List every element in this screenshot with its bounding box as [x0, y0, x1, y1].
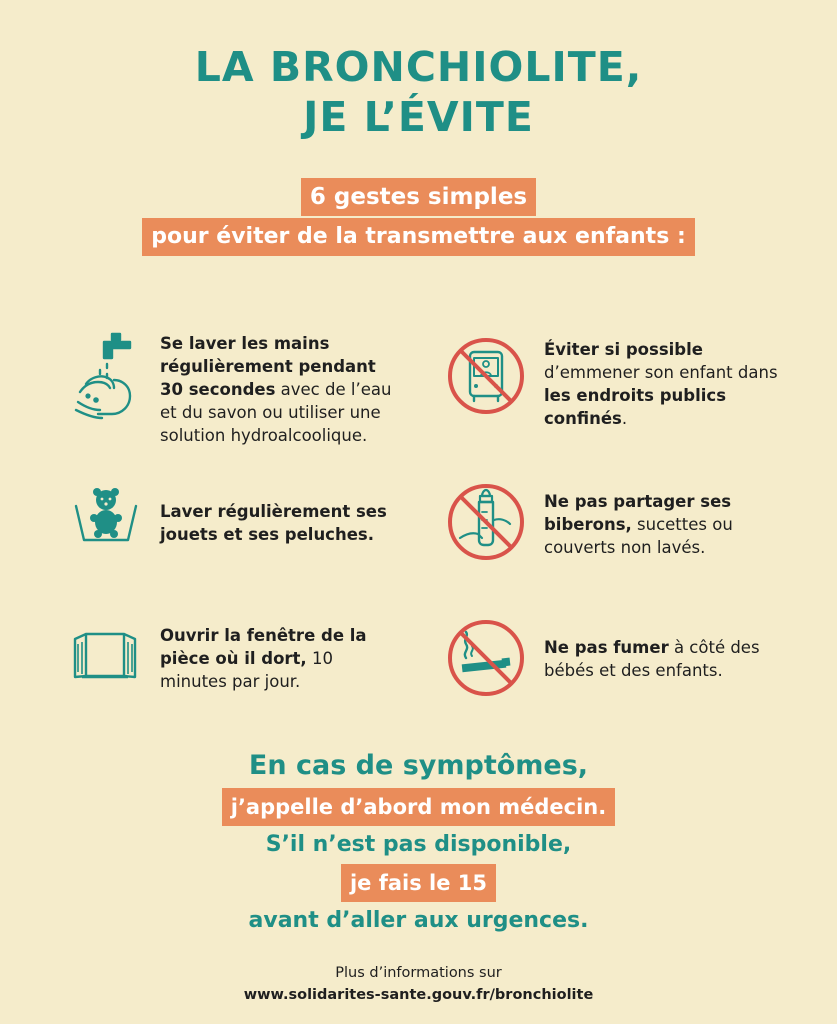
open-window-icon	[72, 630, 138, 680]
poster-title	[0, 42, 837, 142]
title-line-1: LA BRONCHIOLITE,	[194, 43, 643, 91]
no-smoking-icon	[446, 618, 526, 698]
cta-line-5: avant d’aller aux urgences.	[248, 908, 589, 933]
subtitle-line-1: 6 gestes simples	[301, 178, 536, 216]
cta-line-2: j’appelle d’abord mon médecin.	[222, 788, 616, 826]
cta-line-3: S’il n’est pas disponible,	[265, 832, 572, 857]
open-window-text: 10 minutes par jour.	[160, 649, 333, 691]
symptoms-callout	[0, 746, 837, 938]
wash-toys-bold: Laver régulièrement ses jouets et ses peluches.	[160, 502, 387, 544]
no-shared-bottle-icon	[446, 482, 526, 562]
avoid-public-text-1: d’emmener son enfant dans	[544, 363, 778, 382]
wash-hands-text: avec de l’eau et du savon ou utiliser une solution hydroalcoolique.	[160, 380, 392, 445]
open-window-bold: Ouvrir la fenêtre de la pièce où il dort,	[160, 626, 367, 668]
cta-line-1: En cas de symptômes,	[248, 750, 589, 781]
footer-url: www.solidarites-sante.gouv.fr/bronchiolite	[243, 987, 594, 1003]
no-sharing-text: sucettes ou couverts non lavés.	[544, 515, 733, 557]
footer-info: Plus d’informations sur	[335, 965, 502, 981]
hand-washing-icon	[72, 330, 138, 422]
footer	[0, 962, 837, 1006]
avoid-public-bold-1: Éviter si possible	[544, 340, 703, 359]
subtitle-line-2: pour éviter de la transmettre aux enfants :	[142, 218, 695, 256]
wash-hands-bold: Se laver les mains régulièrement pendant 30 secondes	[160, 334, 376, 399]
avoid-public-text-2: .	[621, 409, 628, 428]
subtitle	[0, 178, 837, 256]
no-public-transport-icon	[446, 336, 526, 416]
title-line-2: JE L’ÉVITE	[303, 93, 534, 141]
no-sharing-bold: Ne pas partager ses biberons,	[544, 492, 732, 534]
avoid-public-bold-2: les endroits publics confinés	[544, 386, 727, 428]
cta-line-4: je fais le 15	[341, 864, 496, 902]
no-smoking-bold: Ne pas fumer	[544, 638, 669, 657]
no-smoking-text: à côté des bébés et des enfants.	[544, 638, 760, 680]
teddy-bear-wash-icon	[72, 484, 140, 546]
